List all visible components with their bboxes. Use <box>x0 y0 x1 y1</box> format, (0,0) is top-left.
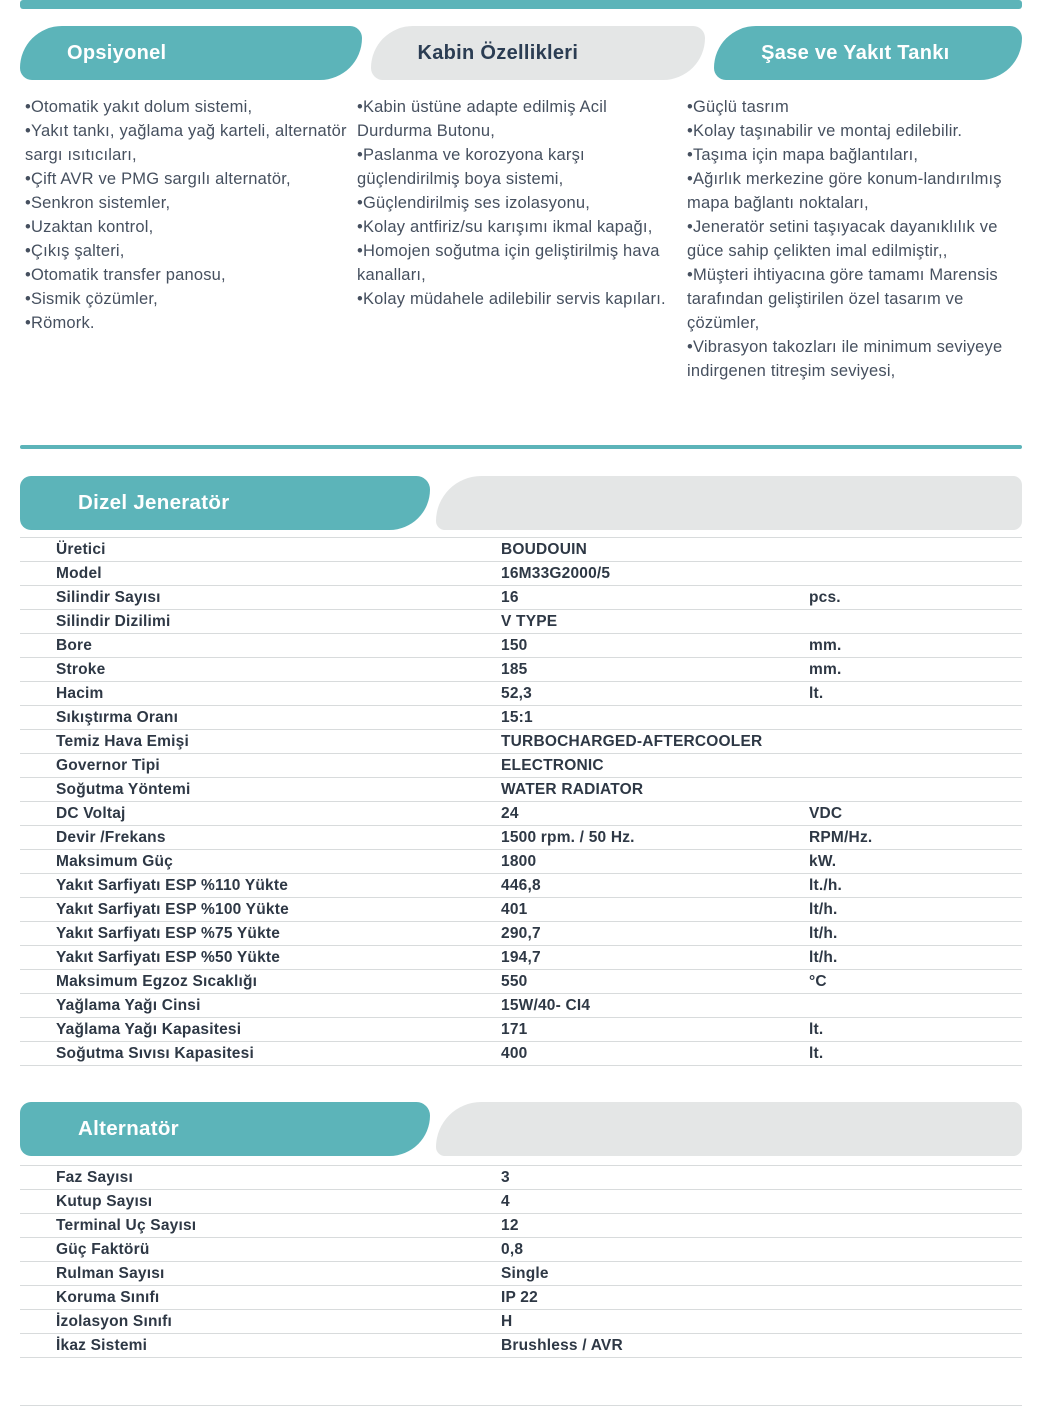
spec-label: Güç Faktörü <box>56 1240 150 1258</box>
spec-value: 290,7 <box>501 924 541 942</box>
spec-label: Sıkıştırma Oranı <box>56 708 179 726</box>
list-item: •Güçlendirilmiş ses izolasyonu, <box>357 194 590 212</box>
spec-label: Koruma Sınıfı <box>56 1288 160 1306</box>
spec-value: 185 <box>501 660 528 678</box>
table-row <box>20 1261 1022 1285</box>
table-row <box>20 921 1022 945</box>
spec-label: İkaz Sistemi <box>56 1336 148 1354</box>
table-row <box>20 777 1022 801</box>
list-item: •Güçlü tasrım <box>687 98 789 116</box>
spec-unit: lt. <box>809 1044 824 1062</box>
spec-value: 446,8 <box>501 876 541 894</box>
table-row <box>20 705 1022 729</box>
table-row <box>20 1333 1022 1357</box>
table-row <box>20 1213 1022 1237</box>
list-item: •Otomatik yakıt dolum sistemi, <box>25 98 253 116</box>
spec-label: Temiz Hava Emişi <box>56 732 189 750</box>
spec-label: Yakıt Sarfiyatı ESP %50 Yükte <box>56 948 281 966</box>
table-row <box>20 849 1022 873</box>
spec-value: V TYPE <box>501 612 558 630</box>
feature-columns <box>20 95 1022 383</box>
spec-label: Terminal Uç Sayısı <box>56 1216 197 1234</box>
optional-feature-list <box>20 95 350 383</box>
spec-value: 16 <box>501 588 519 606</box>
table-row <box>20 873 1022 897</box>
table-row <box>20 729 1022 753</box>
spec-value: 171 <box>501 1020 528 1038</box>
spec-value: 52,3 <box>501 684 532 702</box>
badge-kabin-ozellikleri <box>371 26 706 80</box>
feature-badges-row <box>20 26 1022 80</box>
alternator-banner <box>20 1102 1022 1156</box>
spec-value: 15:1 <box>501 708 533 726</box>
list-item: •Taşıma için mapa bağlantıları, <box>687 146 919 164</box>
spec-value: 15W/40- CI4 <box>501 996 591 1014</box>
spec-value: 400 <box>501 1044 528 1062</box>
spec-value: 1500 rpm. / 50 Hz. <box>501 828 635 846</box>
badge-sase-yakit-tanki <box>714 26 1022 80</box>
list-item: •Römork. <box>25 314 95 332</box>
spec-label: Yağlama Yağı Cinsi <box>56 996 201 1014</box>
diesel-generator-banner-tail <box>436 476 1022 530</box>
spec-value: 1800 <box>501 852 537 870</box>
spec-label: Silindir Dizilimi <box>56 612 171 630</box>
spec-label: Devir /Frekans <box>56 828 166 846</box>
diesel-generator-table <box>20 537 1022 1065</box>
spec-label: Üretici <box>56 540 106 558</box>
spec-value: TURBOCHARGED-AFTERCOOLER <box>501 732 763 750</box>
spec-label: Yağlama Yağı Kapasitesi <box>56 1020 242 1038</box>
table-row <box>20 585 1022 609</box>
spec-value: BOUDOUIN <box>501 540 587 558</box>
spec-unit: pcs. <box>809 588 841 606</box>
spec-label: Soğutma Sıvısı Kapasitesi <box>56 1044 254 1062</box>
table-row <box>20 1309 1022 1333</box>
spec-value: 12 <box>501 1216 519 1234</box>
spec-value: WATER RADIATOR <box>501 780 644 798</box>
spec-label: DC Voltaj <box>56 804 126 822</box>
chassis-feature-list <box>680 95 1022 383</box>
list-item: •Kolay taşınabilir ve montaj edilebilir. <box>687 122 963 140</box>
spec-label: Bore <box>56 636 93 654</box>
spec-value: ELECTRONIC <box>501 756 604 774</box>
list-item: •Müşteri ihtiyacına göre tamamı Marensis tarafından geliştirilen özel tasarım ve çözümler, <box>687 266 998 332</box>
spec-label: Stroke <box>56 660 106 678</box>
cabin-feature-list <box>350 95 680 383</box>
alternator-table-trailing-row <box>20 1357 1022 1382</box>
spec-label: Yakıt Sarfiyatı ESP %110 Yükte <box>56 876 289 894</box>
spec-unit: lt. <box>809 684 824 702</box>
spec-label: Soğutma Yöntemi <box>56 780 191 798</box>
alternator-title: Alternatör <box>78 1117 179 1140</box>
spec-unit: VDC <box>809 804 843 822</box>
spec-value: 3 <box>501 1168 510 1186</box>
table-bottom-line <box>20 1065 1022 1066</box>
table-row <box>20 1165 1022 1189</box>
spec-unit: kW. <box>809 852 837 870</box>
spec-label: Maksimum Güç <box>56 852 173 870</box>
section-divider <box>20 445 1022 449</box>
spec-unit: lt/h. <box>809 900 838 918</box>
list-item: •Kolay antfiriz/su karışımı ikmal kapağı, <box>357 218 653 236</box>
table-row <box>20 1285 1022 1309</box>
spec-label: Hacim <box>56 684 104 702</box>
spec-value: Single <box>501 1264 549 1282</box>
table-row <box>20 633 1022 657</box>
spec-value: 550 <box>501 972 528 990</box>
spec-value: 16M33G2000/5 <box>501 564 611 582</box>
table-row <box>20 1041 1022 1065</box>
table-row <box>20 969 1022 993</box>
table-row <box>20 681 1022 705</box>
alternator-banner-head <box>20 1102 430 1156</box>
list-item: •Paslanma ve korozyona karşı güçlendirilmiş boya sistemi, <box>357 146 585 188</box>
spec-label: Model <box>56 564 102 582</box>
page-bottom-line <box>20 1405 1022 1406</box>
badge-kabin-title: Kabin Özellikleri <box>417 41 579 64</box>
spec-unit: lt/h. <box>809 948 838 966</box>
list-item: •Otomatik transfer panosu, <box>25 266 226 284</box>
spec-label: Rulman Sayısı <box>56 1264 165 1282</box>
list-item: •Jeneratör setini taşıyacak dayanıklılık ve güce sahip çelikten imal edilmiştir,, <box>687 218 998 260</box>
table-row <box>20 945 1022 969</box>
spec-unit: RPM/Hz. <box>809 828 873 846</box>
table-row <box>20 1017 1022 1041</box>
table-row <box>20 825 1022 849</box>
spec-label: Governor Tipi <box>56 756 160 774</box>
spec-value: 24 <box>501 804 519 822</box>
spec-value: 401 <box>501 900 528 918</box>
spec-unit: °C <box>809 972 827 990</box>
table-row <box>20 657 1022 681</box>
table-row <box>20 1189 1022 1213</box>
spec-value: 0,8 <box>501 1240 524 1258</box>
spec-value: Brushless / AVR <box>501 1336 623 1354</box>
table-row <box>20 993 1022 1017</box>
spec-value: IP 22 <box>501 1288 538 1306</box>
spec-value: 150 <box>501 636 528 654</box>
table-row <box>20 753 1022 777</box>
spec-value: 4 <box>501 1192 510 1210</box>
list-item: •Homojen soğutma için geliştirilmiş hava kanalları, <box>357 242 660 284</box>
list-item: •Kabin üstüne adapte edilmiş Acil Durdurma Butonu, <box>357 98 607 140</box>
spec-label: Faz Sayısı <box>56 1168 133 1186</box>
list-item: •Uzaktan kontrol, <box>25 218 154 236</box>
alternator-banner-tail <box>436 1102 1022 1156</box>
table-row <box>20 537 1022 561</box>
spec-unit: lt./h. <box>809 876 843 894</box>
diesel-generator-banner-head <box>20 476 430 530</box>
table-row <box>20 897 1022 921</box>
list-item: •Yakıt tankı, yağlama yağ karteli, alternatör sargı ısıtıcıları, <box>25 122 347 164</box>
spec-label: Silindir Sayısı <box>56 588 161 606</box>
top-accent-bar <box>20 0 1022 9</box>
spec-label: Yakıt Sarfiyatı ESP %100 Yükte <box>56 900 289 918</box>
badge-sase-title: Şase ve Yakıt Tankı <box>761 41 950 64</box>
spec-value: 194,7 <box>501 948 541 966</box>
spec-unit: lt. <box>809 1020 824 1038</box>
spec-label: Maksimum Egzoz Sıcaklığı <box>56 972 258 990</box>
table-row <box>20 609 1022 633</box>
spec-value: H <box>501 1312 513 1330</box>
diesel-generator-title: Dizel Jeneratör <box>78 491 230 514</box>
list-item: •Vibrasyon takozları ile minimum seviyeye indirgenen titreşim seviyesi, <box>687 338 1003 380</box>
table-row <box>20 561 1022 585</box>
spec-unit: mm. <box>809 636 842 654</box>
spec-unit: lt/h. <box>809 924 838 942</box>
list-item: •Senkron sistemler, <box>25 194 171 212</box>
alternator-table <box>20 1165 1022 1357</box>
list-item: •Çıkış şalteri, <box>25 242 125 260</box>
badge-opsiyonel-title: Opsiyonel <box>67 41 167 64</box>
table-row <box>20 801 1022 825</box>
spec-label: Yakıt Sarfiyatı ESP %75 Yükte <box>56 924 281 942</box>
spec-unit: mm. <box>809 660 842 678</box>
spec-label: Kutup Sayısı <box>56 1192 153 1210</box>
list-item: •Sismik çözümler, <box>25 290 158 308</box>
list-item: •Çift AVR ve PMG sargılı alternatör, <box>25 170 291 188</box>
diesel-generator-banner <box>20 476 1022 530</box>
list-item: •Ağırlık merkezine göre konum-landırılmış mapa bağlantı noktaları, <box>687 170 1002 212</box>
spec-label: İzolasyon Sınıfı <box>56 1312 173 1330</box>
list-item: •Kolay müdahele adilebilir servis kapıları. <box>357 290 666 308</box>
table-row <box>20 1237 1022 1261</box>
badge-opsiyonel <box>20 26 362 80</box>
